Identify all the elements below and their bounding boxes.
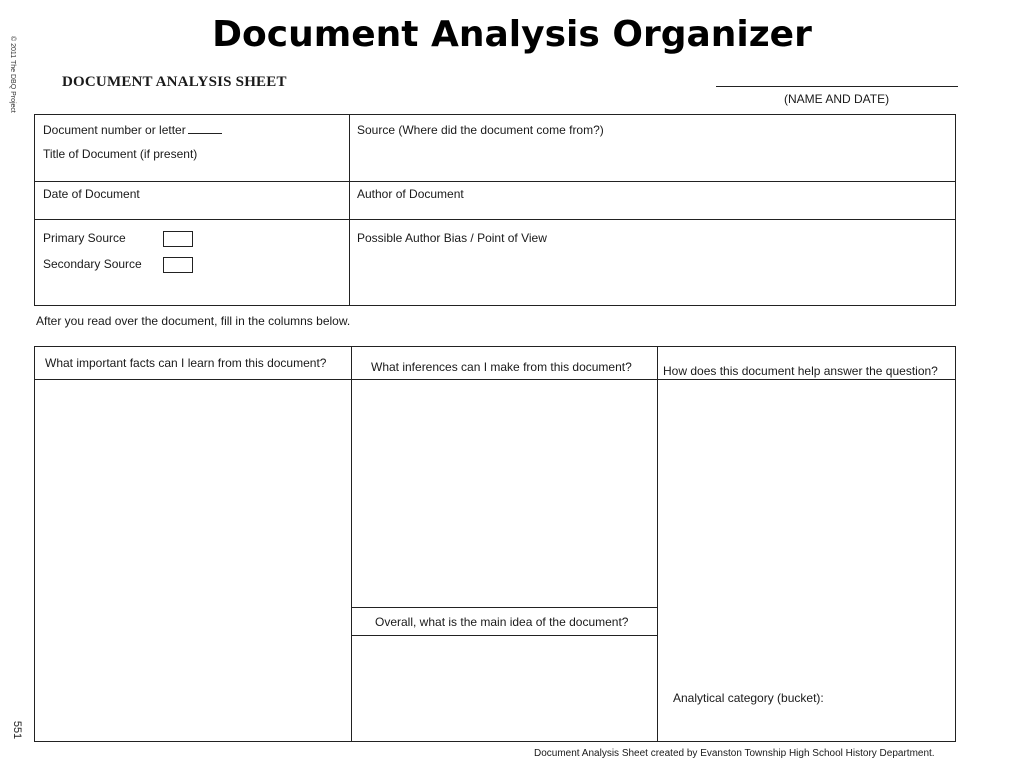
info-divider-row1	[35, 181, 955, 182]
column-divider-1	[351, 347, 352, 741]
author-label: Author of Document	[357, 187, 464, 201]
main-idea-answer-area[interactable]	[353, 639, 655, 737]
bucket-label: Analytical category (bucket):	[673, 691, 824, 705]
date-label: Date of Document	[43, 187, 140, 201]
copyright-notice: © 2011 The DBQ Project	[9, 36, 16, 113]
secondary-source-label: Secondary Source	[43, 257, 142, 271]
document-info-box	[34, 114, 956, 306]
doc-number-field[interactable]	[43, 123, 222, 137]
sheet-title: DOCUMENT ANALYSIS SHEET	[62, 74, 287, 90]
main-idea-bottom-divider	[351, 635, 657, 636]
analysis-columns-box	[34, 346, 956, 742]
source-label: Source (Where did the document come from?)	[357, 123, 604, 137]
main-idea-top-divider	[351, 607, 657, 608]
name-date-line[interactable]	[716, 86, 958, 87]
column-header-divider	[35, 379, 955, 380]
info-divider-vertical	[349, 115, 350, 305]
primary-source-label: Primary Source	[43, 231, 126, 245]
inferences-column-header: What inferences can I make from this document?	[371, 360, 632, 374]
primary-source-checkbox[interactable]	[163, 231, 193, 247]
instruction-text: After you read over the document, fill in the columns below.	[36, 314, 351, 328]
inferences-answer-area[interactable]	[353, 383, 655, 605]
info-divider-row2	[35, 219, 955, 220]
doc-title-label: Title of Document (if present)	[43, 147, 198, 161]
facts-answer-area[interactable]	[37, 383, 349, 737]
question-answer-area[interactable]	[659, 383, 953, 683]
facts-column-header: What important facts can I learn from this document?	[45, 356, 327, 370]
question-column-header: How does this document help answer the question?	[663, 364, 938, 378]
secondary-source-checkbox[interactable]	[163, 257, 193, 273]
column-divider-2	[657, 347, 658, 741]
doc-number-label: Document number or letter	[43, 123, 186, 137]
page-number: 551	[11, 720, 24, 740]
doc-number-blank[interactable]	[188, 133, 222, 134]
name-date-label: (NAME AND DATE)	[784, 92, 890, 106]
bias-label: Possible Author Bias / Point of View	[357, 231, 547, 245]
slide-title: Document Analysis Organizer	[212, 14, 812, 55]
footer-credit: Document Analysis Sheet created by Evanston Township High School History Department.	[534, 748, 935, 759]
main-idea-header: Overall, what is the main idea of the document?	[375, 615, 629, 629]
